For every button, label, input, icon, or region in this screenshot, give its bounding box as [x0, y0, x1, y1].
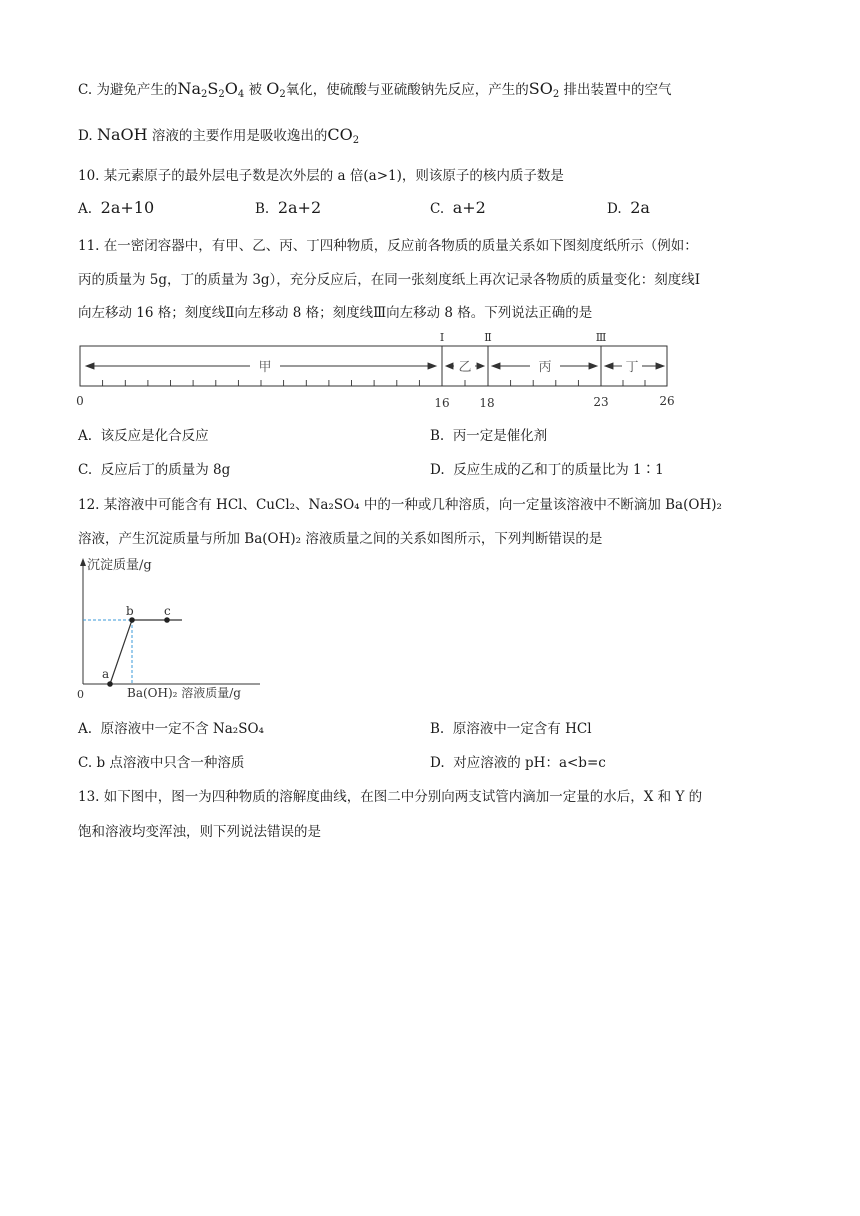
q11-option-d: D. 反应生成的乙和丁的质量比为 1∶1 [430, 462, 664, 478]
q12-stem-line2: 溶液，产生沉淀质量与所加 Ba(OH)₂ 溶液质量之间的关系如图所示，下列判断错误的是 [78, 531, 603, 547]
point-c [164, 617, 170, 623]
q10-option-a: A. 2a+10 [78, 198, 155, 217]
q11-option-c: C. 反应后丁的质量为 8g [78, 462, 231, 478]
q12-option-a: A. 原溶液中一定不含 Na₂SO₄ [78, 721, 264, 737]
q11-stem-line3: 向左移动 16 格；刻度线Ⅱ向左移动 8 格；刻度线Ⅲ向左移动 8 格。下列说法正确的是 [78, 305, 593, 321]
q11-stem-line1: 11. 在一密闭容器中，有甲、乙、丙、丁四种物质，反应前各物质的质量关系如下图刻度纸所示（例如： [78, 238, 698, 254]
q11-stem-line2: 丙的质量为 5g，丁的质量为 3g），充分反应后，在同一张刻度纸上再次记录各物质的质量变化：刻度线Ⅰ [78, 272, 701, 288]
segment-yi: 乙 [458, 360, 472, 375]
point-b [129, 617, 135, 623]
point-c-label: c [164, 604, 171, 618]
tick-26: 26 [659, 394, 675, 408]
formula-o2: $O_2$ [266, 79, 286, 100]
mark-iii: Ⅲ [595, 331, 607, 344]
formula-na2s2o4: $Na_2S_2O_4$ [177, 79, 245, 100]
q10-option-d: D. 2a [607, 198, 650, 217]
mark-i: Ⅰ [439, 331, 445, 344]
tick-23: 23 [593, 395, 609, 409]
q12-stem-line1: 12. 某溶液中可能含有 HCl、CuCl₂、Na₂SO₄ 中的一种或几种溶质，向一定量该溶液中不断滴加 Ba(OH)₂ [78, 497, 722, 513]
precipitate-graph [70, 552, 270, 702]
q12-option-d: D. 对应溶液的 pH：a<b=c [430, 755, 606, 771]
q13-stem-line2: 饱和溶液均变浑浊，则下列说法错误的是 [78, 824, 321, 840]
q10-option-b: B. 2a+2 [255, 198, 322, 217]
segment-ding: 丁 [625, 360, 639, 375]
x-axis-label: Ba(OH)₂ 溶液质量/g [127, 686, 241, 700]
formula-naoh: NaOH [96, 125, 148, 144]
point-a [107, 681, 113, 687]
q9-option-d: D. NaOH 溶液的主要作用是吸收逸出的$CO_2$ [78, 125, 360, 146]
scale-paper-diagram [70, 326, 690, 416]
q10-stem: 10. 某元素原子的最外层电子数是次外层的 a 倍(a>1)，则该原子的核内质子数是 [78, 168, 564, 184]
tick-0: 0 [76, 394, 84, 408]
tick-16: 16 [434, 396, 450, 410]
segment-jia: 甲 [258, 360, 272, 375]
point-b-label: b [126, 604, 134, 618]
mark-ii: Ⅱ [484, 331, 492, 344]
q11-option-a: A. 该反应是化合反应 [78, 428, 209, 444]
q11-option-b: B. 丙一定是催化剂 [430, 428, 548, 444]
q12-option-c: C. b 点溶液中只含一种溶质 [78, 755, 245, 771]
origin-label: 0 [77, 688, 84, 701]
y-axis-label: 沉淀质量/g [87, 558, 152, 573]
segment-bing: 丙 [538, 360, 552, 375]
q13-stem-line1: 13. 如下图中，图一为四种物质的溶解度曲线，在图二中分别向两支试管内滴加一定量的水后，X 和 Y 的 [78, 789, 703, 805]
formula-co2: $CO_2$ [327, 125, 360, 146]
q10-option-c: C. a+2 [430, 198, 486, 217]
tick-18: 18 [479, 396, 495, 410]
q9-c-text-1: 为避免产生的 [96, 82, 178, 98]
point-a-label: a [102, 667, 110, 681]
q12-option-b: B. 原溶液中一定含有 HCl [430, 721, 592, 737]
formula-so2: $SO_2$ [528, 79, 560, 100]
q9-option-c: C. 为避免产生的$Na_2S_2O_4$ 被 $O_2$氧化，使硫酸与亚硫酸钠先反应，产生的$SO_2$ 排出装置中的空气 [78, 79, 672, 100]
